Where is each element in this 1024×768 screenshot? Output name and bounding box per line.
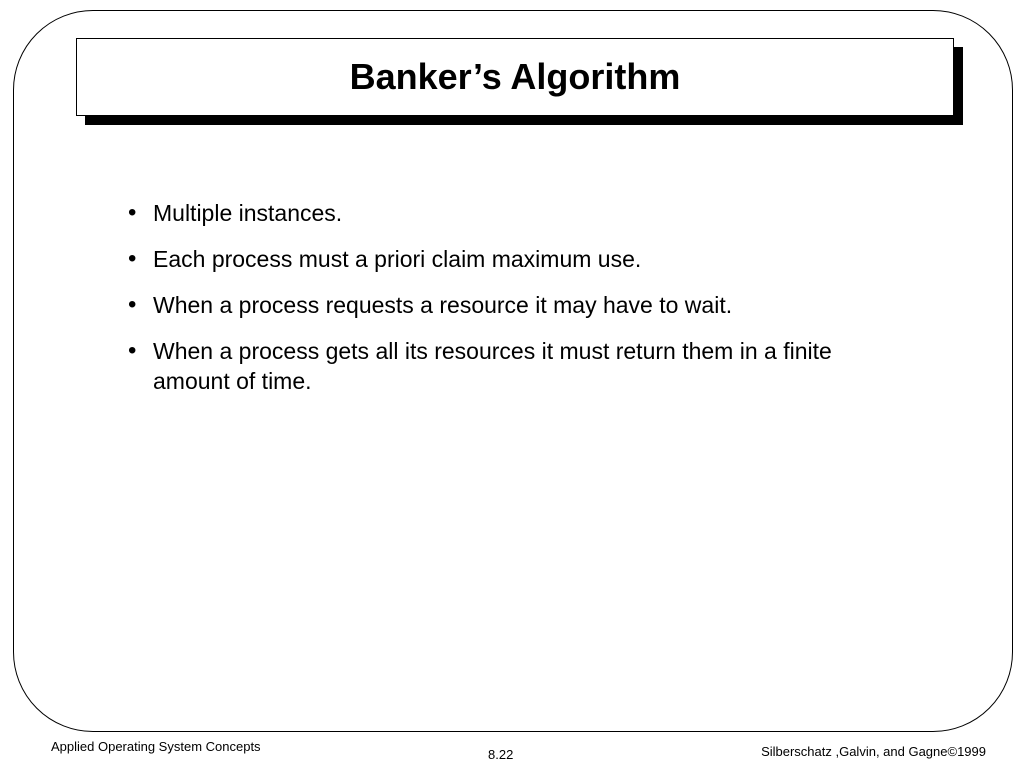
bullet-icon: • [128,199,137,226]
bullet-text: When a process requests a resource it may have to wait. [153,292,733,318]
bullet-icon: • [128,337,137,364]
title-box [76,38,954,116]
bullet-text: Each process must a priori claim maximum use. [153,246,642,272]
slide-title: Banker’s Algorithm [349,56,681,97]
bullet-list [128,198,868,412]
footer-course-title: Applied Operating System Concepts [51,739,261,754]
bullet-icon: • [128,291,137,318]
footer-page-number: 8.22 [488,747,514,762]
bullet-text: When a process gets all its resources it must return them in a finite amount of time. [153,338,832,394]
bullet-item [128,198,868,228]
bullet-icon: • [128,245,137,272]
footer-copyright: Silberschatz ,Galvin, and Gagne©1999 [761,744,986,759]
bullet-text: Multiple instances. [153,200,343,226]
bullet-item [128,336,868,396]
bullet-item [128,244,868,274]
bullet-item [128,290,868,320]
